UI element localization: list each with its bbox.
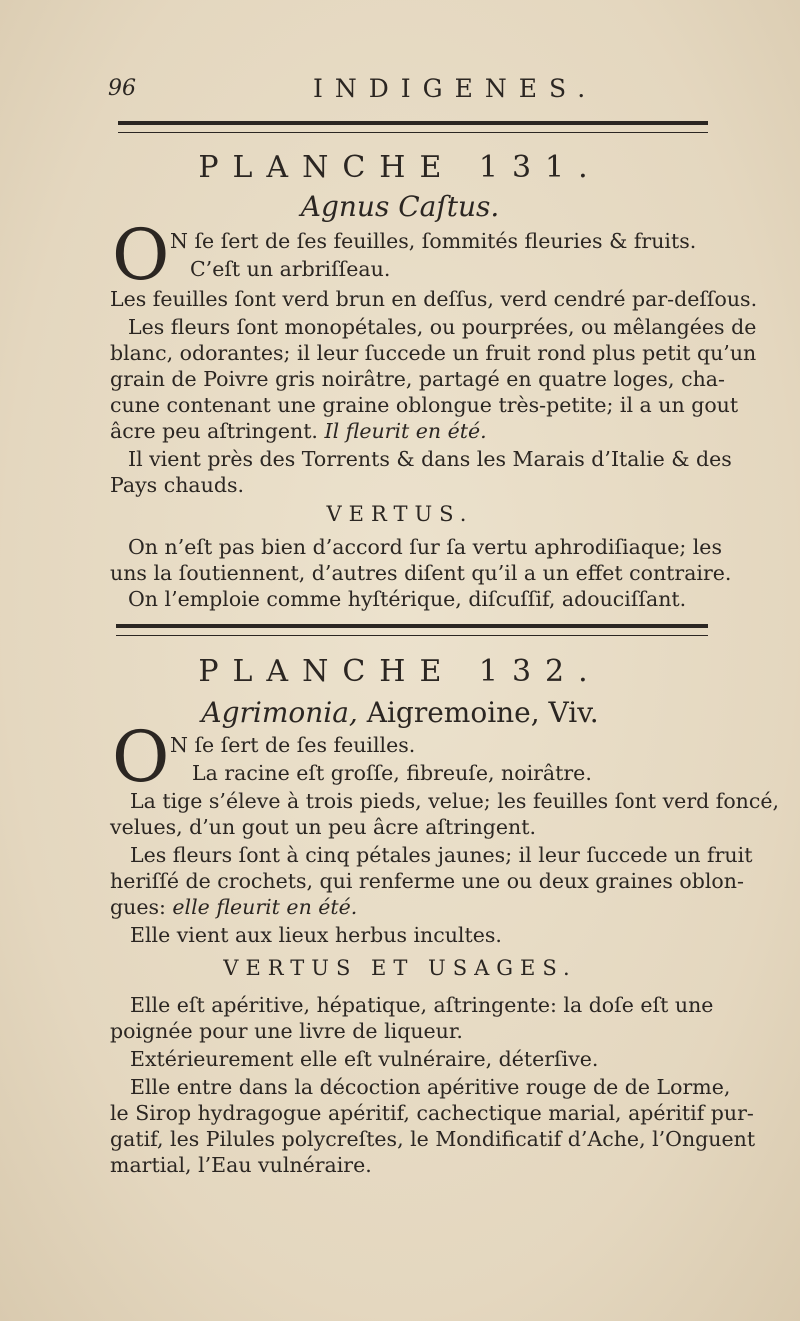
section-rule xyxy=(116,624,708,636)
plate-132-subtitle-latin: Agrimonia, xyxy=(201,696,358,729)
plate-132-use-line: martial, l’Eau vulnéraire. xyxy=(110,1153,372,1177)
plate-131-line: C’eſt un arbriſſeau. xyxy=(190,257,391,281)
plate-131-virtue-line: uns la ſoutiennent, d’autres diſent qu’il a un effet contraire. xyxy=(110,561,732,585)
plate-132-use-line: le Sirop hydragogue apéritif, cachectique marial, apéritif pur- xyxy=(110,1101,754,1125)
plate-131-line: Pays chauds. xyxy=(110,473,244,497)
plate-132-line-text: gues: xyxy=(110,895,166,919)
plate-132-line xyxy=(110,894,770,920)
plate-131-subtitle: Agnus Caſtus. xyxy=(300,190,500,223)
plate-131-line: grain de Poivre gris noirâtre, partagé en quatre loges, cha- xyxy=(110,367,725,391)
plate-132-line: La tige s’éleve à trois pieds, velue; les feuilles ſont verd foncé, xyxy=(130,789,780,813)
plate-132-subtitle-common: Aigremoine, Viv. xyxy=(366,696,599,729)
plate-131-virtue-line: On n’eſt pas bien d’accord ſur ſa vertu aphrodiſiaque; les xyxy=(128,535,722,559)
running-title: INDIGENES. xyxy=(313,74,598,103)
plate-131-virtue-line: On l’emploie comme hyſtérique, diſcuſſif, adouciſſant. xyxy=(128,587,687,611)
page-number: 96 xyxy=(108,76,136,101)
plate-131-line: cune contenant une graine oblongue très-petite; il a un gout xyxy=(110,393,739,417)
plate-132-line: velues, d’un gout un peu âcre aſtringent. xyxy=(110,815,537,839)
plate-132-dropcap: O xyxy=(112,716,170,798)
plate-131-line-text: âcre peu aſtringent. xyxy=(110,419,318,443)
plate-132-use-line: gatif, les Pilules polycreſtes, le Mondificatif d’Ache, l’Onguent xyxy=(110,1127,756,1151)
plate-132-use-line: poignée pour une livre de liqueur. xyxy=(110,1019,463,1043)
plate-132-line: Elle vient aux lieux herbus incultes. xyxy=(130,923,502,947)
plate-132-line: N ſe ſert de ſes feuilles. xyxy=(170,733,416,757)
plate-131-line: N ſe ſert de ſes feuilles, ſommités fleuries & fruits. xyxy=(170,229,697,253)
plate-132-flowering: elle fleurit en été. xyxy=(172,895,358,919)
plate-132-line: Les fleurs ſont à cinq pétales jaunes; il leur ſuccede un fruit xyxy=(130,843,753,867)
plate-131-flowering: Il fleurit en été. xyxy=(324,419,487,443)
plate-131-section-heading: VERTUS. xyxy=(326,502,474,526)
plate-131-title: PLANCHE 131. xyxy=(198,150,602,185)
plate-132-line: heriſſé de crochets, qui renferme une ou deux graines oblon- xyxy=(110,869,744,893)
plate-132-use-line: Elle entre dans la décoction apéritive rouge de de Lorme, xyxy=(130,1075,731,1099)
plate-131-line: Les fleurs ſont monopétales, ou pourprées, ou mêlangées de xyxy=(128,315,757,339)
plate-131-line: blanc, odorantes; il leur ſuccede un fruit rond plus petit qu’un xyxy=(110,341,757,365)
plate-131-dropcap: O xyxy=(112,214,170,296)
plate-132-use-line: Elle eſt apéritive, hépatique, aſtringente: la doſe eſt une xyxy=(130,993,714,1017)
plate-132-use-line: Extérieurement elle eſt vulnéraire, déterſive. xyxy=(130,1047,599,1071)
plate-132-title: PLANCHE 132. xyxy=(198,654,602,689)
plate-131-line xyxy=(110,418,770,444)
plate-132-section-heading: VERTUS ET USAGES. xyxy=(223,956,577,980)
header-rule xyxy=(118,121,708,133)
plate-131-line: Il vient près des Torrents & dans les Marais d’Italie & des xyxy=(128,447,732,471)
plate-132-line: La racine eſt groſſe, fibreuſe, noirâtre. xyxy=(192,761,592,785)
page-header xyxy=(108,74,708,108)
plate-131-line: Les feuilles ſont verd brun en deſſus, verd cendré par-deſſous. xyxy=(110,287,758,311)
